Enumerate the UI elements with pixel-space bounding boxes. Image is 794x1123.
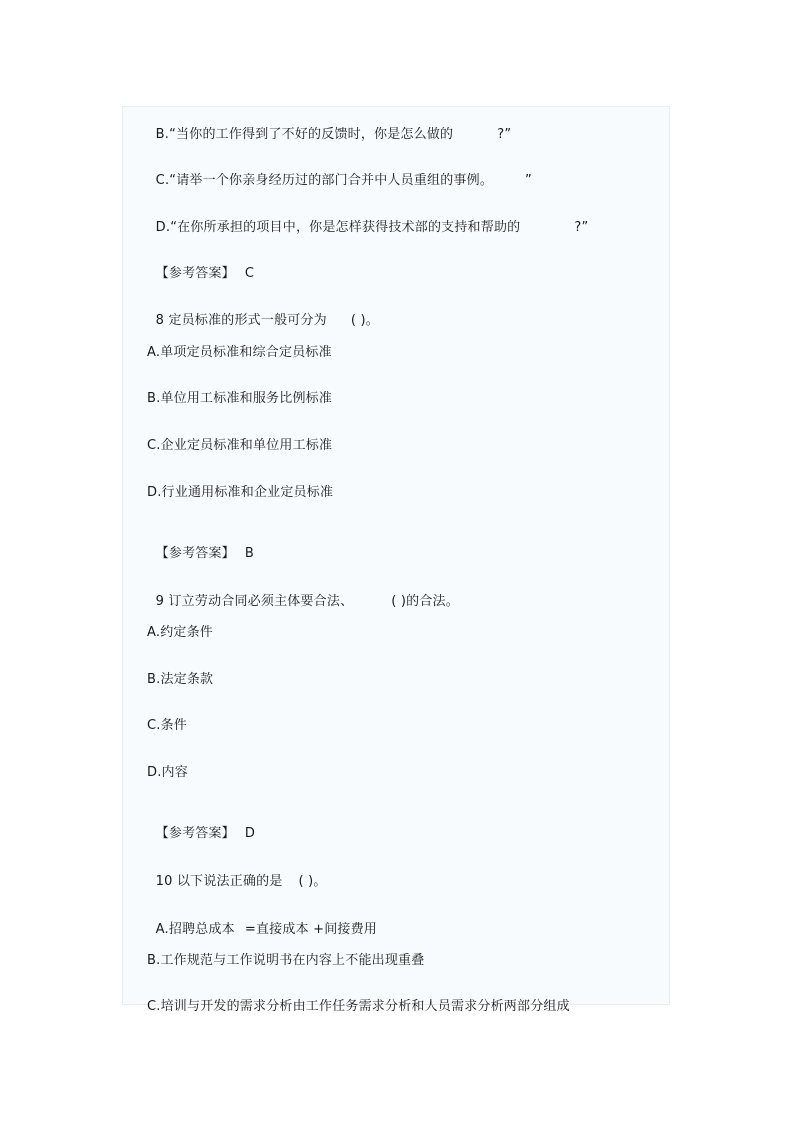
q9-stem [147,578,459,610]
q7-option-b [147,111,511,143]
q8-stem-text: 8 定员标准的形式一般可分为 [155,313,327,328]
q8-answer-label: 【参考答案】 [155,546,235,561]
q7-option-d-end: ?” [574,220,589,235]
q8-answer-value: B [244,546,254,561]
q9-option-b: B.法定条款 [147,672,214,687]
q7-option-c [147,157,532,189]
q9-stem-end: ( )的合法。 [391,594,459,609]
q9-answer-value: D [244,826,256,841]
q8-option-a: A.单项定员标准和综合定员标准 [147,345,332,360]
q7-answer-value: C [244,266,255,281]
q7-option-b-end: ?” [497,127,512,142]
q7-answer [147,250,254,282]
q9-answer-label: 【参考答案】 [155,826,235,841]
q7-option-c-end: ” [525,173,532,188]
q10-option-a [147,906,377,938]
q8-stem-end: ( )。 [350,313,379,328]
q10-stem-end: ( )。 [298,874,327,889]
q9-answer [147,810,255,842]
q7-option-d-text: D.“在你所承担的项目中，你是怎样获得技术部的支持和帮助的 [155,220,521,235]
q7-option-b-text: B.“当你的工作得到了不好的反馈时，你是怎么做的 [155,127,454,142]
q8-option-d: D.行业通用标准和企业定员标准 [147,485,334,500]
q7-answer-label: 【参考答案】 [155,266,235,281]
q10-option-a-end: =直接成本 +间接费用 [244,922,377,937]
q8-option-b: B.单位用工标准和服务比例标准 [147,391,333,406]
q8-stem [147,297,379,329]
q10-stem-text: 10 以下说法正确的是 [155,874,283,889]
q9-option-d: D.内容 [147,765,188,780]
q8-option-c: C.企业定员标准和单位用工标准 [147,438,333,453]
q9-option-c: C.条件 [147,718,188,733]
q10-option-b: B.工作规范与工作说明书在内容上不能出现重叠 [147,953,425,968]
q9-stem-text: 9 订立劳动合同必须主体要合法、 [155,594,354,609]
q7-option-d [147,204,588,236]
q9-option-a: A.约定条件 [147,625,213,640]
q10-stem [147,858,327,890]
q10-option-c: C.培训与开发的需求分析由工作任务需求分析和人员需求分析两部分组成 [147,999,570,1014]
q8-answer [147,530,254,562]
q7-option-c-text: C.“请举一个你亲身经历过的部门合并中人员重组的事例。 [155,173,494,188]
q10-option-a-text: A.招聘总成本 [155,922,235,937]
